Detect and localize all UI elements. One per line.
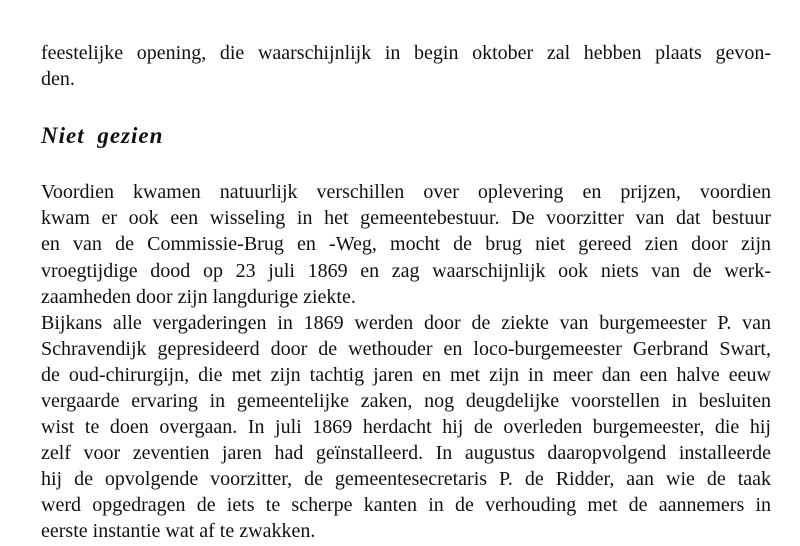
paragraph2-line-2: Schravendijk gepresideerd door de wethouder en loco-burgemeester Gerbrand Swart, — [41, 338, 771, 360]
paragraph2-line-9: eerste instantie wat af te zwakken. — [41, 520, 316, 542]
section-heading: Niet gezien — [41, 123, 164, 148]
paragraph1-line-4: vroegtijdige dood op 23 juli 1869 en zag waarschijnlijk ook niets van de werk- — [41, 260, 771, 282]
paragraph2-line-1: Bijkans alle vergaderingen in 1869 werden door de ziekte van burgemeester P. van — [41, 312, 771, 334]
intro-line-2: den. — [41, 68, 75, 90]
paragraph2-line-4: vergaarde ervaring in gemeentelijke zaken, nog deugdelijke voorstellen in besluiten — [41, 390, 771, 412]
paragraph2-line-5: wist te doen overgaan. In juli 1869 herdacht hij de overleden burgemeester, die hij — [41, 416, 771, 438]
paragraph2-line-7: hij de opvolgende voorzitter, de gemeentesecretaris P. de Ridder, aan wie de taak — [41, 468, 771, 490]
paragraph2-line-3: de oud-chirurgijn, die met zijn tachtig jaren en met zijn in meer dan een halve eeuw — [41, 364, 771, 386]
paragraph1-line-1: Voordien kwamen natuurlijk verschillen over oplevering en prijzen, voordien — [41, 181, 771, 203]
paragraph1-line-3: en van de Commissie-Brug en -Weg, mocht de brug niet gereed zien door zijn — [41, 233, 771, 255]
paragraph2-line-8: werd opgedragen de iets te scherpe kanten in de verhouding met de aannemers in — [41, 494, 771, 516]
intro-line-1: feestelijke opening, die waarschijnlijk in begin oktober zal hebben plaats gevon- — [41, 42, 771, 64]
paragraph1-line-2: kwam er ook een wisseling in het gemeentebestuur. De voorzitter van dat bestuur — [41, 207, 771, 229]
paragraph1-line-5: zaamheden door zijn langdurige ziekte. — [41, 286, 356, 308]
paragraph2-line-6: zelf voor zeventien jaren had geïnstalleerd. In augustus daaropvolgend installeerde — [41, 442, 771, 464]
